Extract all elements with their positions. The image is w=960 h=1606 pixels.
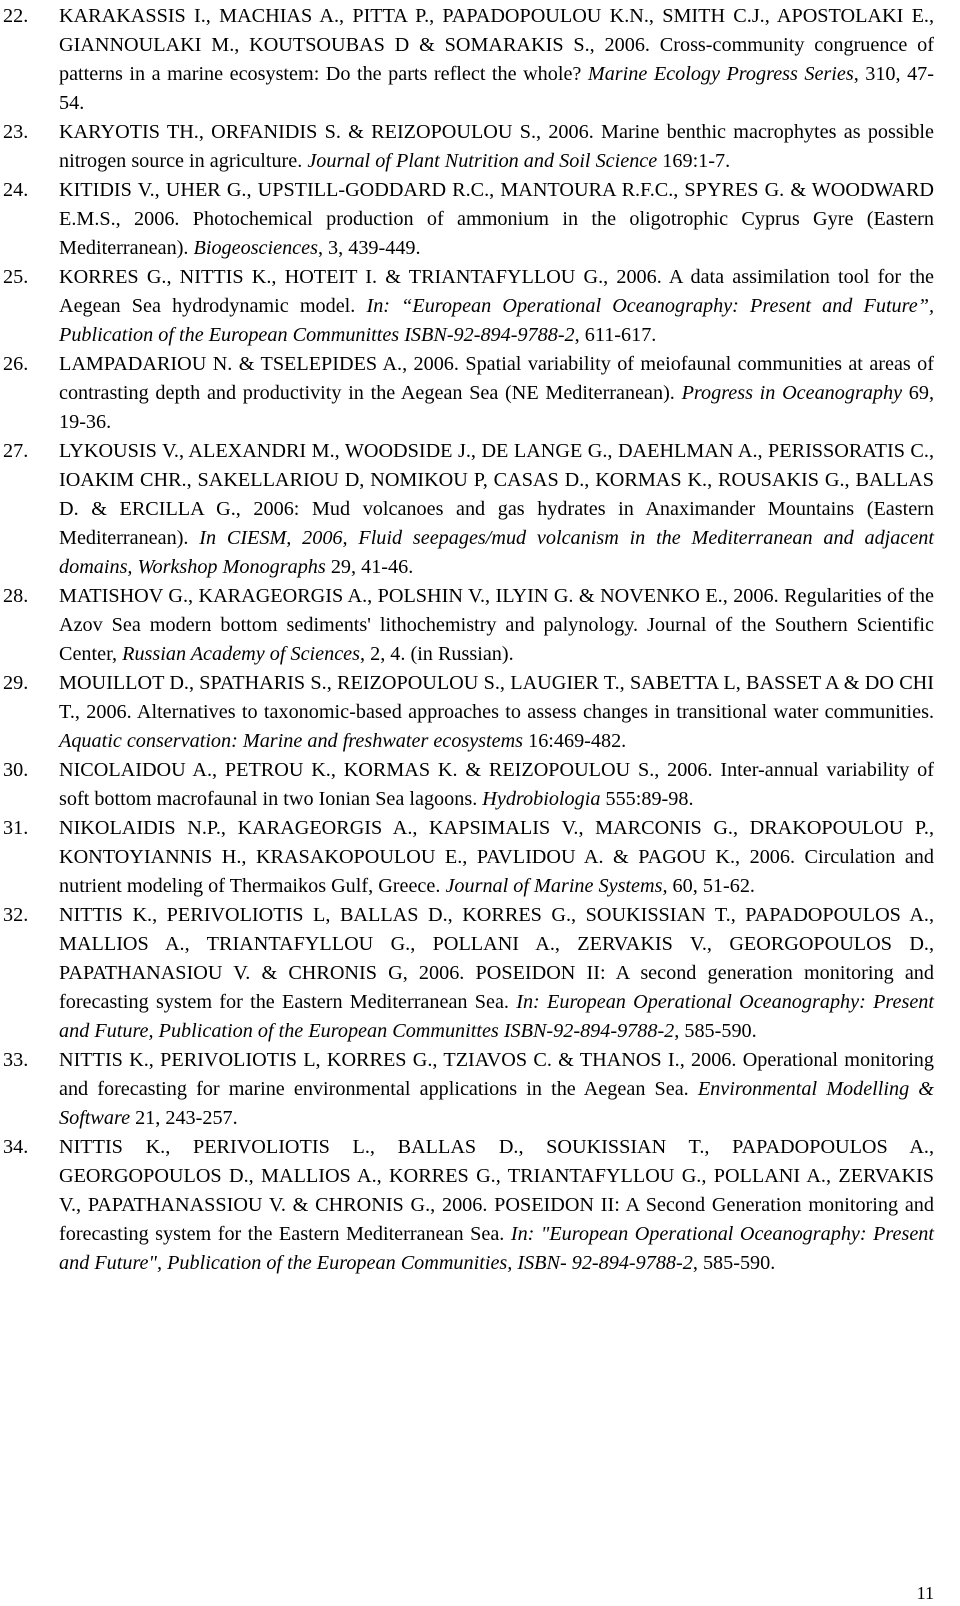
reference-text-segment: MOUILLOT D., SPATHARIS S., REIZOPOULOU S., LAUGIER T., SABETTA L, BASSET A & DO CHI T., 2006. Alternatives to taxonomic-based approaches to assess changes in transitional water communities. (59, 672, 934, 723)
reference-source-italic: Marine Ecology Progress Series (587, 63, 854, 85)
reference-text (59, 266, 934, 346)
reference-text-segment: KITIDIS V., UHER G., UPSTILL-GODDARD R.C., MANTOURA R.F.C., SPYRES G. & WOODWARD E.M.S., 2006. Photochemical production of ammonium in the oligotrophic Cyprus Gyre (Eastern Mediterranean). (59, 179, 934, 259)
reference-text-segment: KORRES G., NITTIS K., HOTEIT I. & TRIANTAFYLLOU G., 2006. A data assimilation tool for the Aegean Sea hydrodynamic model. (59, 266, 934, 317)
reference-text (59, 179, 934, 259)
reference-entry (0, 2, 960, 118)
reference-text-segment: 555:89-98. (600, 788, 694, 810)
reference-number: 32. (3, 904, 29, 926)
reference-number: 34. (3, 1136, 29, 1158)
reference-text-segment: 69, 19-36. (59, 382, 934, 433)
reference-text (59, 353, 934, 433)
reference-text-segment: MATISHOV G., KARAGEORGIS A., POLSHIN V., ILYIN G. & NOVENKO E., 2006. Regularities of the Azov Sea modern bottom sediments' lithochemistry and palynology. Journal of the Southern Scientific Center, (59, 585, 934, 665)
page-number: 11 (916, 1583, 934, 1603)
reference-text-segment: NITTIS K., PERIVOLIOTIS L., BALLAS D., SOUKISSIAN T., PAPADOPOULOS A., GEORGOPOULOS D., MALLIOS A., KORRES G., TRIANTAFYLLOU G., POLLANI A., ZERVAKIS V., PAPATHANASSIOU V. & CHRONIS G., 2006. POSEIDON II: A Second Generation monitoring and forecasting system for the Eastern Mediterranean Sea. (59, 1136, 934, 1245)
reference-number: 26. (3, 353, 29, 375)
reference-text (59, 121, 934, 172)
reference-entry (0, 118, 960, 176)
reference-source-italic: Aquatic conservation: Marine and freshwater ecosystems (59, 730, 524, 752)
reference-source-italic: In: "European Operational Oceanography: Present and Future", Publication of the European Communities, ISBN- 92-894-9788-2 (59, 1223, 934, 1274)
reference-source-italic: Progress in Oceanography (681, 382, 903, 404)
reference-number: 25. (3, 266, 29, 288)
reference-entry (0, 901, 960, 1046)
reference-number: 24. (3, 179, 29, 201)
reference-text-segment: NIKOLAIDIS N.P., KARAGEORGIS A., KAPSIMALIS V., MARCONIS G., DRAKOPOULOU P., KONTOYIANNIS H., KRASAKOPOULOU E., PAVLIDOU A. & PAGOU K., 2006. Circulation and nutrient modeling of Thermaikos Gulf, Greece. (59, 817, 934, 897)
reference-text-segment: 16:469-482. (523, 730, 627, 752)
reference-text (59, 904, 934, 1042)
reference-text-segment: , 611-617. (574, 324, 657, 346)
reference-text-segment: 60, 51-62. (667, 875, 755, 897)
reference-text-segment: , 3, 439-449. (317, 237, 421, 259)
reference-entry (0, 814, 960, 901)
reference-text (59, 817, 934, 897)
reference-text-segment: KARAKASSIS I., MACHIAS A., PITTA P., PAPADOPOULOU K.N., SMITH C.J., APOSTOLAKI E., GIANNOULAKI M., KOUTSOUBAS D & SOMARAKIS S., 2006. Cross-community congruence of patterns in a marine ecosystem: Do the parts reflect the whole? (59, 5, 934, 85)
reference-source-italic: In: “European Operational Oceanography: Present and Future”, Publication of the European Communittes ISBN-92-894-9788-2 (59, 295, 934, 346)
reference-text-segment: , 585-590. (692, 1252, 776, 1274)
reference-entry (0, 1046, 960, 1133)
reference-entry (0, 263, 960, 350)
reference-text-segment: LYKOUSIS V., ALEXANDRI M., WOODSIDE J., DE LANGE G., DAEHLMAN A., PERISSORATIS C., IOAKIM CHR., SAKELLARIOU D, NOMIKOU P, CASAS D., KORMAS K., ROUSAKIS G., BALLAS D. & ERCILLA G., 2006: Mud volcanoes and gas hydrates in Anaximander Mountains (Eastern Mediterranean). (59, 440, 934, 549)
reference-text-segment: KARYOTIS TH., ORFANIDIS S. & REIZOPOULOU S., 2006. Marine benthic macrophytes as possible nitrogen source in agriculture. (59, 121, 934, 172)
reference-number: 29. (3, 672, 29, 694)
reference-number: 27. (3, 440, 29, 462)
reference-source-italic: Biogeosciences (193, 237, 318, 259)
reference-text-segment: NITTIS K., PERIVOLIOTIS L, BALLAS D., KORRES G., SOUKISSIAN T., PAPADOPOULOS A., MALLIOS A., TRIANTAFYLLOU G., POLLANI A., ZERVAKIS V., GEORGOPOULOS D., PAPATHANASIOU V. & CHRONIS G, 2006. POSEIDON II: A second generation monitoring and forecasting system for the Eastern Mediterranean Sea. (59, 904, 934, 1013)
reference-number: 33. (3, 1049, 29, 1071)
reference-list (0, 2, 960, 1278)
reference-number: 28. (3, 585, 29, 607)
reference-number: 30. (3, 759, 29, 781)
reference-text-segment: 29, 41-46. (325, 556, 414, 578)
reference-text (59, 440, 934, 578)
reference-source-italic: Journal of Marine Systems, (445, 875, 668, 897)
reference-source-italic: In: European Operational Oceanography: Present and Future, Publication of the European Communittes ISBN-92-894-9788-2 (59, 991, 934, 1042)
reference-number: 22. (3, 5, 29, 27)
reference-text-segment: , 585-590. (674, 1020, 757, 1042)
reference-entry (0, 437, 960, 582)
reference-text (59, 1049, 934, 1129)
reference-text-segment: , 2, 4. (in Russian). (360, 643, 514, 665)
reference-source-italic: Russian Academy of Sciences (122, 643, 360, 665)
reference-text (59, 1136, 934, 1274)
reference-source-italic: In CIESM, 2006, Fluid seepages/mud volcanism in the Mediterranean and adjacent domains, Workshop Monographs (59, 527, 934, 578)
reference-text-segment: 21, 243-257. (130, 1107, 238, 1129)
reference-entry (0, 669, 960, 756)
reference-source-italic: Environmental Modelling & Software (59, 1078, 934, 1129)
reference-entry (0, 582, 960, 669)
reference-entry (0, 1133, 960, 1278)
reference-text (59, 672, 934, 752)
reference-source-italic: Hydrobiologia (482, 788, 601, 810)
reference-source-italic: Journal of Plant Nutrition and Soil Science (307, 150, 658, 172)
reference-text-segment: NICOLAIDOU A., PETROU K., KORMAS K. & REIZOPOULOU S., 2006. Inter-annual variability of soft bottom macrofaunal in two Ionian Sea lagoons. (59, 759, 934, 810)
reference-text (59, 759, 934, 810)
reference-entry (0, 350, 960, 437)
reference-number: 23. (3, 121, 29, 143)
reference-text-segment: 169:1-7. (657, 150, 731, 172)
reference-text-segment: NITTIS K., PERIVOLIOTIS L, KORRES G., TZIAVOS C. & THANOS I., 2006. Operational monitoring and forecasting for marine environmental applications in the Aegean Sea. (59, 1049, 934, 1100)
reference-text-segment: , 310, 47-54. (59, 63, 934, 114)
reference-entry (0, 176, 960, 263)
reference-text (59, 585, 934, 665)
reference-text-segment: LAMPADARIOU N. & TSELEPIDES A., 2006. Spatial variability of meiofaunal communities at areas of contrasting depth and productivity in the Aegean Sea (NE Mediterranean). (59, 353, 934, 404)
reference-entry (0, 756, 960, 814)
reference-number: 31. (3, 817, 29, 839)
reference-text (59, 5, 934, 114)
